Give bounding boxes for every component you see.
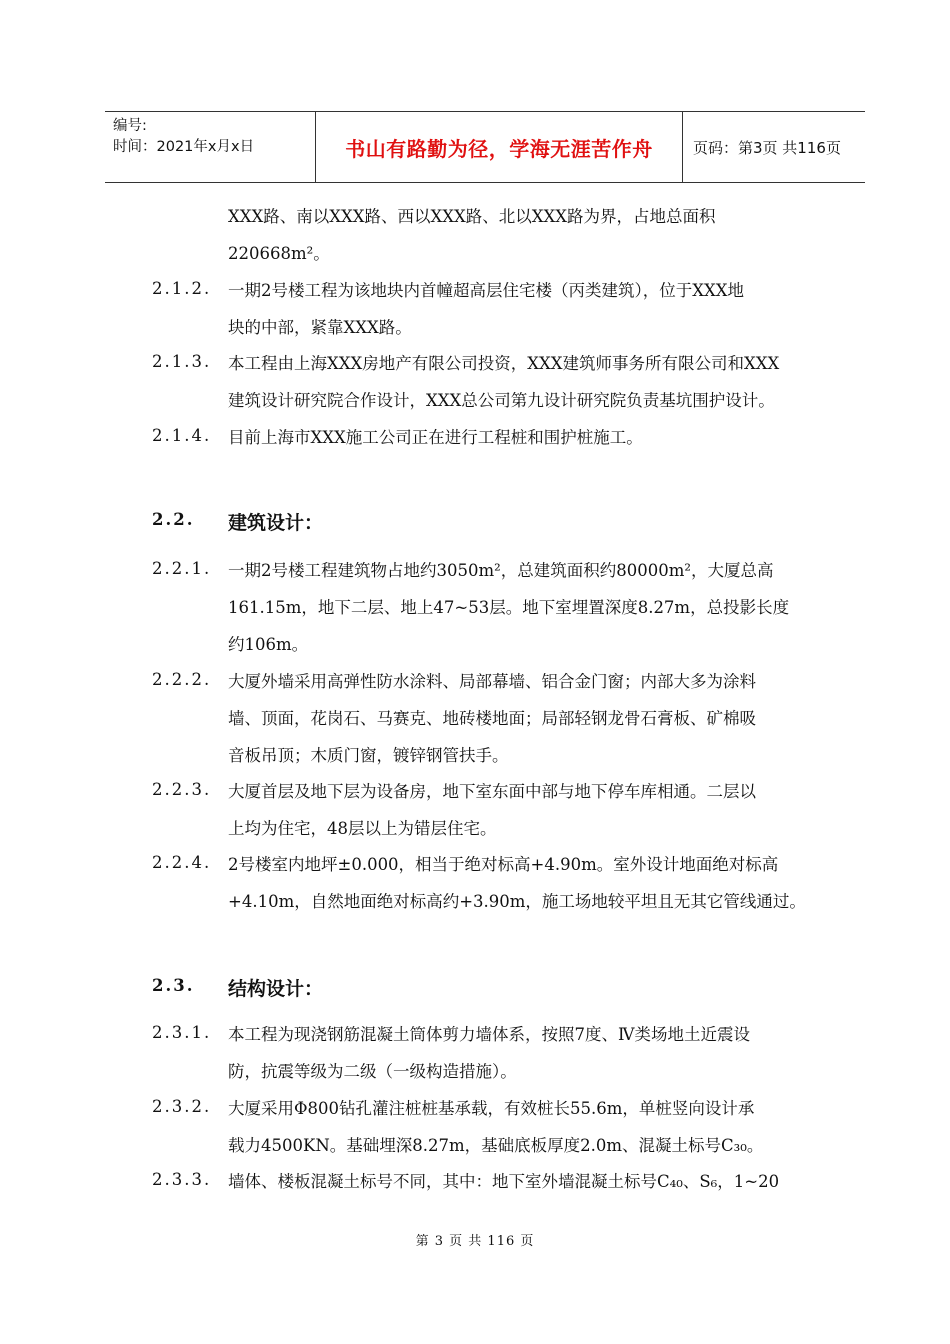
text-line: 载力4500KN。基础埋深8.27m，基础底板厚度2.0m、混凝土标号C₃₀。 — [228, 1136, 764, 1155]
continuation-paragraph — [228, 198, 850, 272]
text-line: 墙体、楼板混凝土标号不同，其中：地下室外墙混凝土标号C₄₀、S₆，1~20 — [228, 1172, 780, 1191]
item-number: 2.3.3. — [152, 1170, 212, 1189]
text-line: 防，抗震等级为二级（一级构造措施）。 — [228, 1062, 517, 1081]
item-text — [228, 846, 850, 920]
text-line: 本工程由上海XXX房地产有限公司投资，XXX建筑师事务所有限公司和XXX — [228, 354, 780, 373]
section-number: 2.3. — [152, 976, 195, 995]
time-label: 时间：2021年x月x日 — [113, 139, 255, 155]
item-number: 2.2.4. — [152, 853, 212, 872]
item-number: 2.1.3. — [152, 352, 212, 371]
text-line: 建筑设计研究院合作设计，XXX总公司第九设计研究院负责基坑围护设计。 — [228, 391, 775, 410]
item-text — [228, 1163, 850, 1200]
text-line: 目前上海市XXX施工公司正在进行工程桩和围护桩施工。 — [228, 428, 643, 447]
text-line: XXX路、南以XXX路、西以XXX路、北以XXX路为界，占地总面积 — [228, 207, 716, 226]
item-number: 2.2.2. — [152, 670, 212, 689]
item-text — [228, 552, 850, 663]
item-number: 2.2.1. — [152, 559, 212, 578]
text-line: +4.10m，自然地面绝对标高约+3.90m，施工场地较平坦且无其它管线通过。 — [228, 892, 806, 911]
item-number: 2.3.2. — [152, 1097, 212, 1116]
text-line: 音板吊顶；木质门窗，镀锌钢管扶手。 — [228, 746, 509, 765]
text-line: 大厦首层及地下层为设备房，地下室东面中部与地下停车库相通。二层以 — [228, 782, 756, 801]
text-line: 220668m²。 — [228, 244, 330, 263]
item-text — [228, 773, 850, 847]
item-text — [228, 1016, 850, 1090]
item-number: 2.3.1. — [152, 1023, 212, 1042]
text-line: 约106m。 — [228, 635, 309, 654]
text-line: 一期2号楼工程为该地块内首幢超高层住宅楼（丙类建筑），位于XXX地 — [228, 281, 744, 300]
section-number: 2.2. — [152, 510, 195, 529]
item-number: 2.1.4. — [152, 426, 212, 445]
number-label: 编号: — [113, 118, 147, 134]
text-line: 一期2号楼工程建筑物占地约3050m²，总建筑面积约80000m²，大厦总高 — [228, 561, 774, 580]
page-footer: 第 3 页 共 116 页 — [415, 1234, 535, 1249]
item-text — [228, 663, 850, 774]
item-text — [228, 345, 850, 419]
text-line: 大厦外墙采用高弹性防水涂料、局部幕墙、铝合金门窗；内部大多为涂料 — [228, 672, 756, 691]
page-header — [105, 111, 865, 183]
item-text — [228, 272, 850, 346]
section-title: 结构设计： — [228, 978, 324, 1000]
item-number: 2.1.2. — [152, 279, 212, 298]
item-text — [228, 1090, 850, 1164]
text-line: 上均为住宅，48层以上为错层住宅。 — [228, 819, 497, 838]
text-line: 墙、顶面，花岗石、马赛克、地砖楼地面；局部轻钢龙骨石膏板、矿棉吸 — [228, 709, 756, 728]
text-line: 2号楼室内地坪±0.000，相当于绝对标高+4.90m。室外设计地面绝对标高 — [228, 855, 779, 874]
header-page-label: 页码：第3页 共116页 — [693, 138, 841, 157]
header-meta — [105, 112, 315, 182]
text-line: 大厦采用Φ800钻孔灌注桩桩基承载，有效桩长55.6m，单桩竖向设计承 — [228, 1099, 755, 1118]
text-line: 161.15m，地下二层、地上47~53层。地下室埋置深度8.27m，总投影长度 — [228, 598, 790, 617]
section-title: 建筑设计： — [228, 512, 324, 534]
header-motto: 书山有路勤为径，学海无涯苦作舟 — [315, 112, 683, 182]
item-text — [228, 419, 850, 456]
item-number: 2.2.3. — [152, 780, 212, 799]
text-line: 块的中部，紧靠XXX路。 — [228, 318, 412, 337]
text-line: 本工程为现浇钢筋混凝土筒体剪力墙体系，按照7度、Ⅳ类场地土近震设 — [228, 1025, 750, 1044]
